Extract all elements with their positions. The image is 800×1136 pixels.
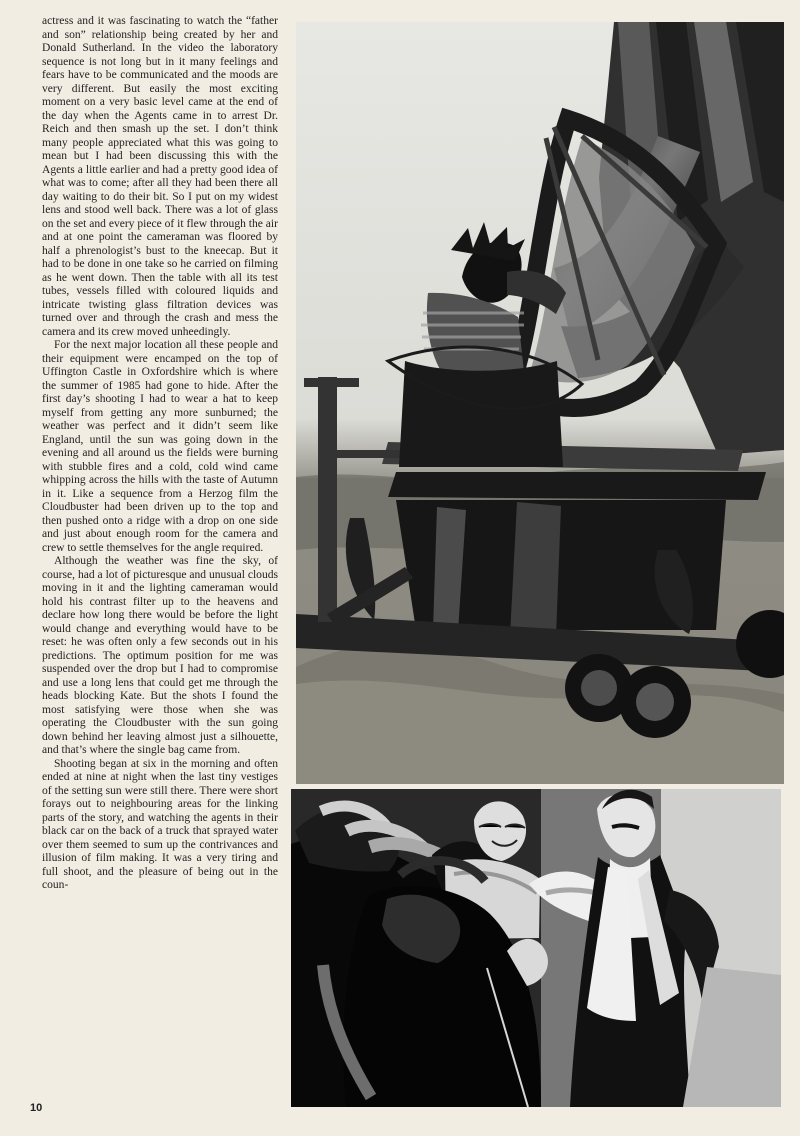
article-paragraph: Shooting began at six in the morning and often ended at nine at night when the last tiny vestiges of the setting sun were still there. There were short forays out to neighbouring areas for the linking parts of the story, and watching the agents in their black car on the back of a truck that sprayed water over them seemed to sum up the contrivances and illusion of film making. It was a very tiring and full shoot, and the pleasure of being out in the coun- (42, 757, 278, 891)
cloudbuster-photo (296, 22, 784, 784)
cloudbuster-photo-illustration (296, 22, 784, 784)
agents-scene-photo-illustration (291, 789, 781, 1107)
article-paragraph: Although the weather was fine the sky, of course, had a lot of picturesque and unusual clouds moving in it and the lighting cameraman would hold his contrast filter up to the heavens and declare how long there would be before the light would change and everything would have to be reset: he was often only a few seconds out in his predictions. The optimum position for me was suspended over the drop but I had to compromise and use a long lens that could get me through the heads blocking Kate. But the shots I found the most satisfying were those when she was operating the Cloudbuster with the sun going down behind her leaving almost just a silhouette, and that’s where the single bag came from. (42, 555, 278, 756)
agents-scene-photo (291, 789, 781, 1107)
article-paragraph: actress and it was fascinating to watch the “father and son” relationship being created by her and Donald Sutherland. In the video the laboratory sequence is not long but in it many feelings and fears have to be communicated and the moods are very different. But easily the most exciting moment on a very basic level came at the end of the day when the Agents came in to arrest Dr. Reich and then smash up the set. I don’t think many people appreciated what this was going to mean but I had been discussing this with the Agents a little earlier and had a pretty good idea of what was to come; after all they had been there all day waiting to do their bit. So I put on my widest lens and stood well back. There was a lot of glass on the set and every piece of it flew through the air and at one point the cameraman was floored by half a phrenologist’s bust to the kneecap. But it had to be done in one take so he carried on filming as he went down. Then the table with all its test tubes, vessels filled with coloured liquids and intricate twisting glass filtration devices was turned over and through the crash and mess the camera and its crew moved unheedingly. (42, 15, 278, 338)
page-number: 10 (30, 1102, 43, 1114)
article-paragraph: For the next major location all these people and their equipment were encamped on the top of Uffington Castle in Oxfordshire which is where the summer of 1985 had gone to hide. After the first day’s shooting I had to wear a hat to keep myself from getting any more sunburned; the weather was perfect and it didn’t seem like England, until the sun was going down in the evening and all around us the fields were burning with stubble fires and a cold, cold wind came whipping across the hills with the taste of Autumn in it. Like a sequence from a Herzog film the Cloudbuster had been driven up to the top and then pushed onto a ridge with a drop on one side and just about enough room for the camera and crew to settle themselves for the angle required. (42, 339, 278, 554)
article-column (42, 15, 278, 1093)
